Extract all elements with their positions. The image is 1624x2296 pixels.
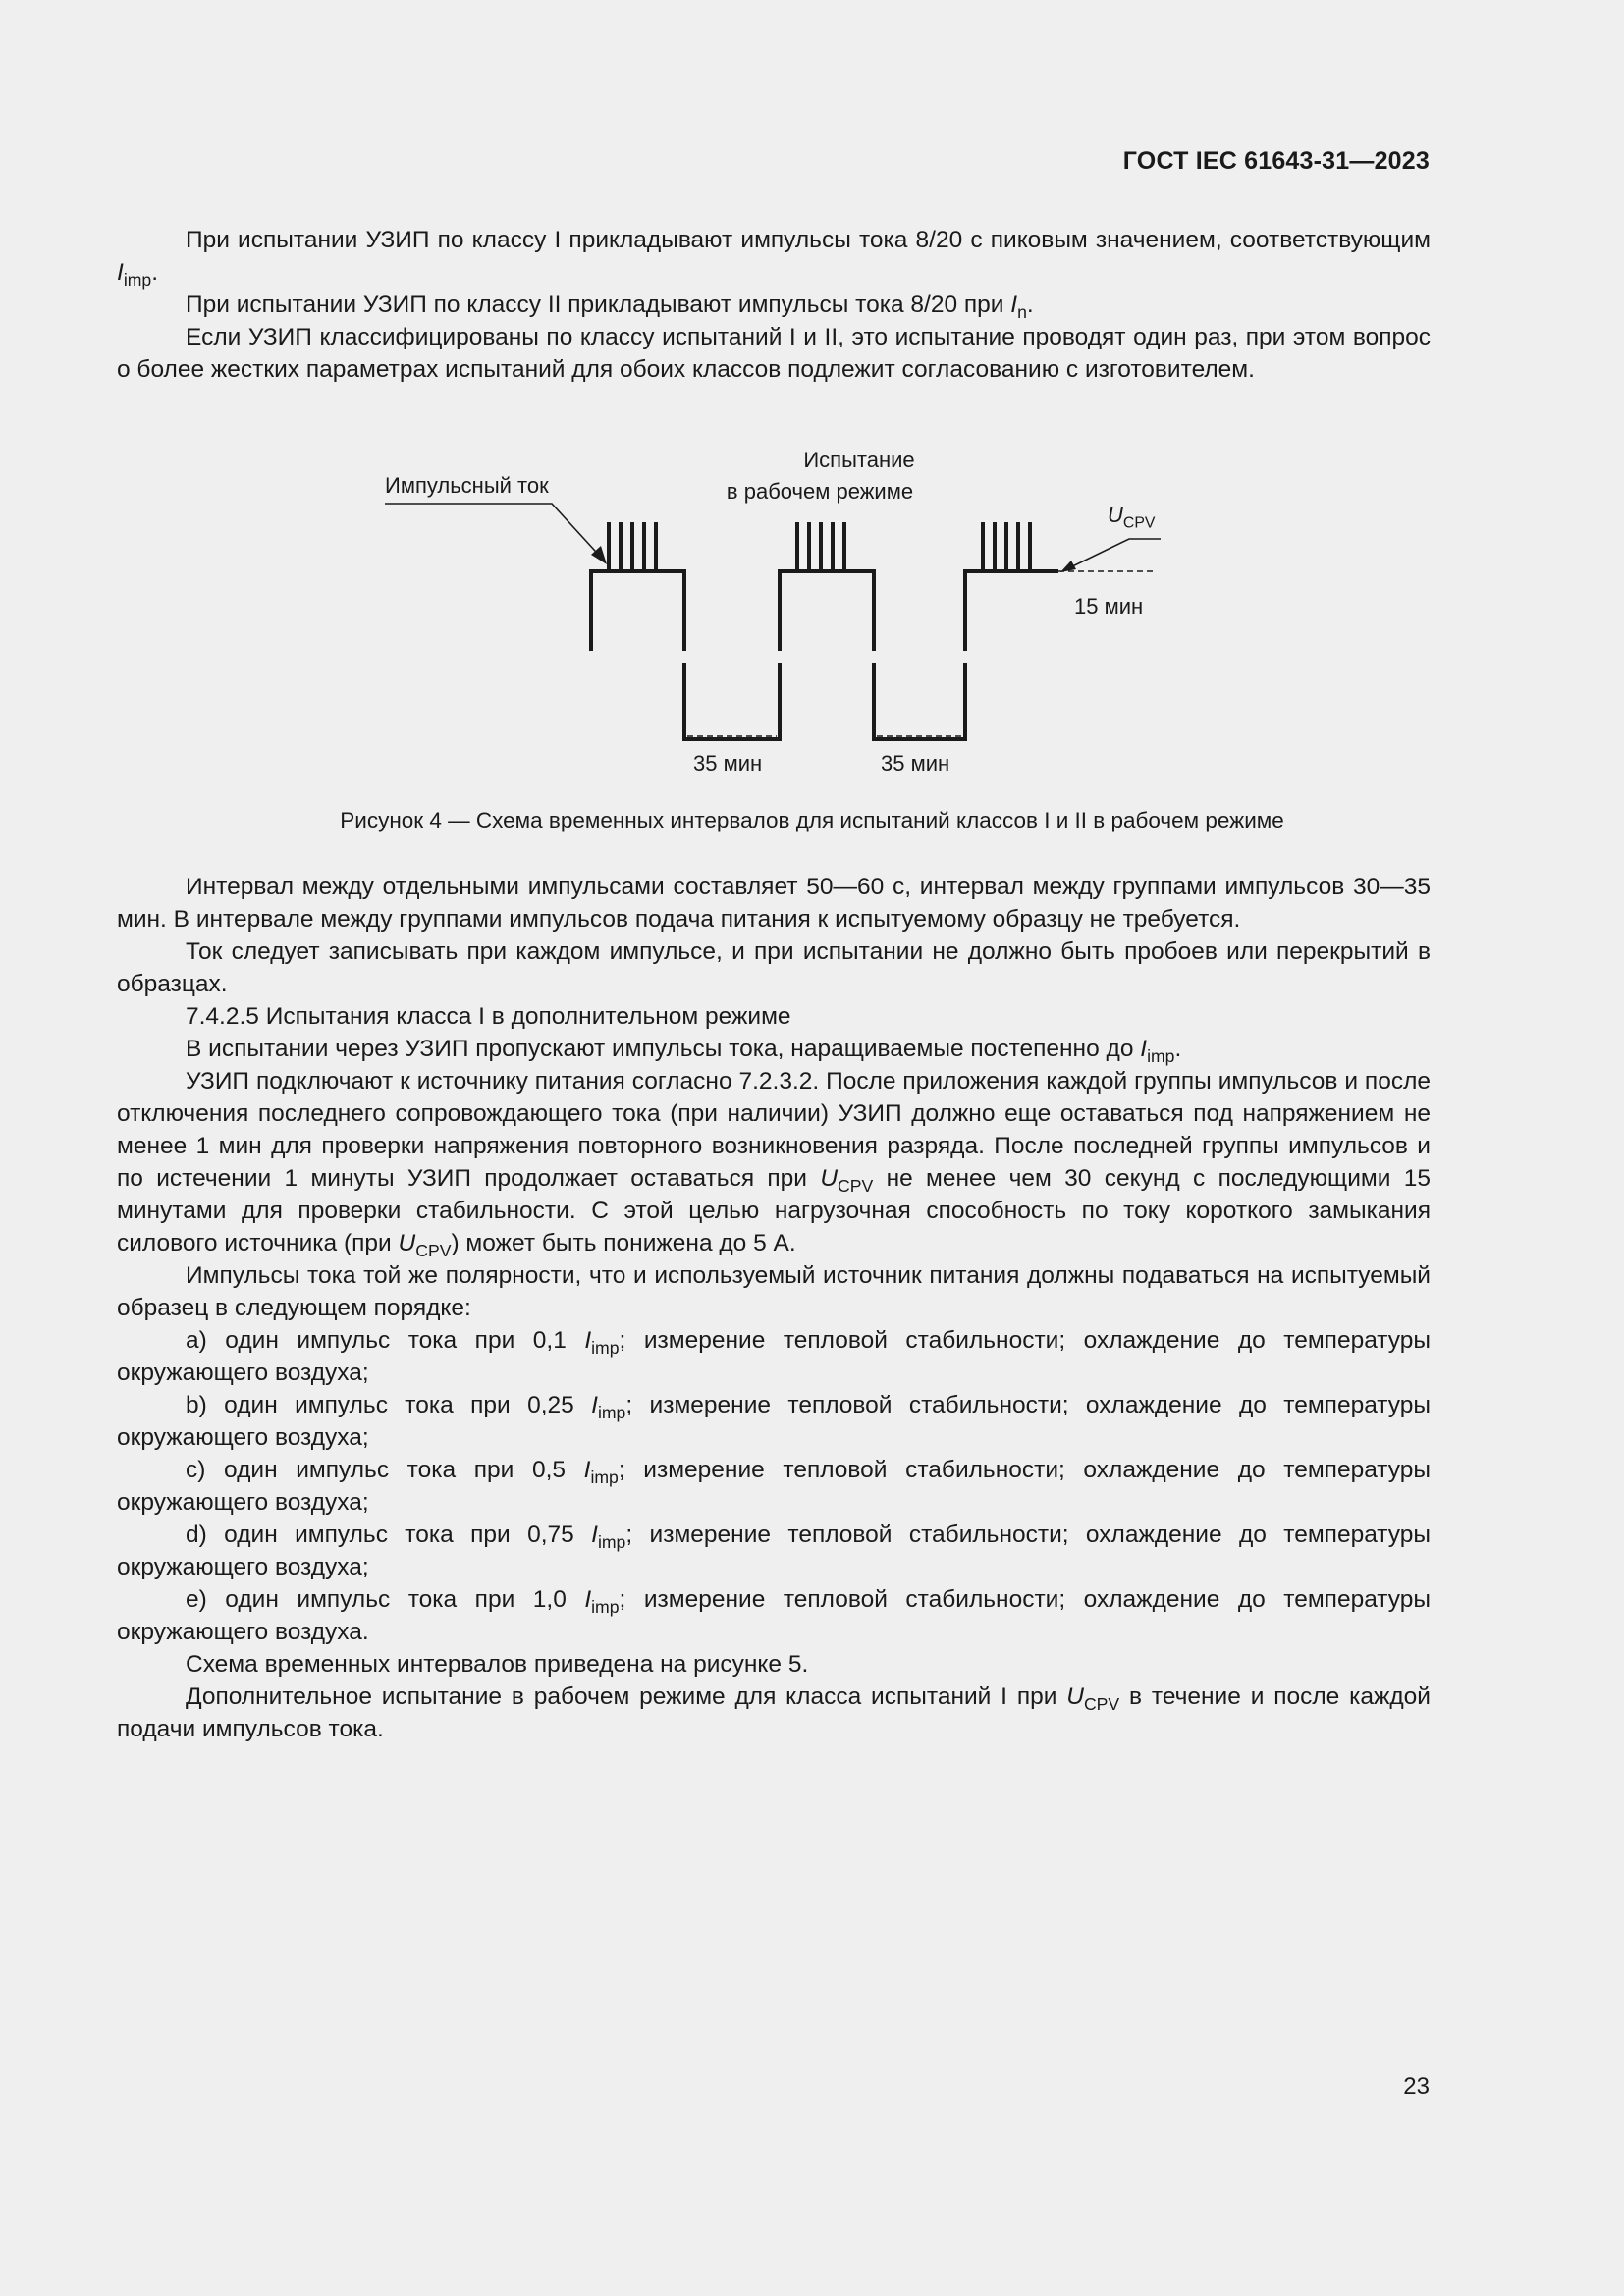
waveform-block-3	[965, 571, 1058, 651]
list-item: a) один импульс тока при 0,1 $I_{imp}$; измерение тепловой стабильности; охлаждение до температуры окружающего воздуха;	[117, 1327, 1431, 1386]
list-item: c) один импульс тока при 0,5 $I_{imp}$; измерение тепловой стабильности; охлаждение до температуры окружающего воздуха;	[117, 1457, 1431, 1516]
section-heading-7-4-2-5: 7.4.2.5 Испытания класса I в дополнительном режиме	[186, 1003, 791, 1030]
pulse-group-1	[609, 522, 656, 571]
paragraph-increasing-impulses: В испытании через УЗИП пропускают импульсы тока, наращиваемые постепенно до $I_{imp}$.	[186, 1036, 1182, 1067]
paragraph-additional-test: Дополнительное испытание в рабочем режиме для класса испытаний I при $U_{CPV}$ в течение и после каждой подачи импульсов тока.	[117, 1683, 1431, 1742]
waveform-low-1	[684, 663, 780, 739]
body-text	[117, 871, 1431, 1745]
label-15-min: 15 мин	[1074, 594, 1144, 618]
leader-ucpv	[1062, 539, 1161, 571]
paragraph-both-classes: Если УЗИП классифицированы по классу испытаний I и II, это испытание проводят один раз, при этом вопрос о более жестких параметрах испытаний для обоих классов подлежит согласованию с изготовителем.	[117, 324, 1431, 383]
waveform-block-2	[780, 571, 874, 651]
list-item: d) один импульс тока при 0,75 $I_{imp}$; измерение тепловой стабильности; охлаждение до температуры окружающего воздуха;	[117, 1522, 1431, 1580]
leader-impulse	[385, 504, 605, 561]
paragraph-recording: Ток следует записывать при каждом импульсе, и при испытании не должно быть пробоев или перекрытий в образцах.	[117, 938, 1431, 997]
waveform-low-2	[874, 663, 965, 739]
list-item: b) один импульс тока при 0,25 $I_{imp}$; измерение тепловой стабильности; охлаждение до температуры окружающего воздуха;	[117, 1392, 1431, 1451]
paragraph-polarity: Импульсы тока той же полярности, что и используемый источник питания должны подаваться на испытуемый образец в следующем порядке:	[117, 1262, 1431, 1321]
label-impulse-current: Импульсный ток	[385, 473, 549, 498]
intro-text	[117, 224, 1431, 386]
page-number: 23	[1403, 2073, 1430, 2100]
label-ucpv: $U_{CPV}$	[1108, 503, 1156, 532]
pulse-group-3	[983, 522, 1030, 571]
figure-timing-diagram: Импульсный ток Испытание в рабочем режиме $U_{CPV}$ 15 мин 35 мин 35 мин	[373, 442, 1198, 785]
paragraph-connection: УЗИП подключают к источнику питания согласно 7.2.3.2. После приложения каждой группы импульсов и после отключения последнего сопровождающего тока (при наличии) УЗИП должно еще оставаться под напряжением не менее 1 мин для проверки напряжения повторного возникновения разряда. После последней группы импульсов и по истечении 1 минуты УЗИП продолжает оставаться при $U_{CPV}$ не менее чем 30 секунд с последующими 15 минутами для проверки стабильности. С этой целью нагрузочная способность по току короткого замыкания силового источника (при $U_{CPV}$) может быть понижена до 5 А.	[117, 1068, 1431, 1261]
waveform-block-1	[591, 571, 684, 651]
document-code-header: ГОСТ IEC 61643-31—2023	[1122, 147, 1430, 175]
paragraph-intervals: Интервал между отдельными импульсами составляет 50—60 с, интервал между группами импульсов 30—35 мин. В интервале между группами импульсов подача питания к испытуемому образцу не требуется.	[117, 874, 1431, 933]
paragraph-figure5-ref: Схема временных интервалов приведена на рисунке 5.	[186, 1651, 809, 1678]
paragraph-class1: При испытании УЗИП по классу I прикладывают импульсы тока 8/20 с пиковым значением, соответствующим $I_{imp}$.	[117, 227, 1431, 291]
paragraph-class2: При испытании УЗИП по классу II прикладывают импульсы тока 8/20 при $I_n$.	[186, 292, 1034, 323]
pulse-group-2	[797, 522, 844, 571]
label-35-min-second: 35 мин	[881, 751, 950, 775]
figure-caption: Рисунок 4 — Схема временных интервалов для испытаний классов I и II в рабочем режиме	[340, 808, 1284, 832]
label-35-min-first: 35 мин	[693, 751, 763, 775]
list-item: e) один импульс тока при 1,0 $I_{imp}$; измерение тепловой стабильности; охлаждение до температуры окружающего воздуха.	[117, 1586, 1431, 1645]
